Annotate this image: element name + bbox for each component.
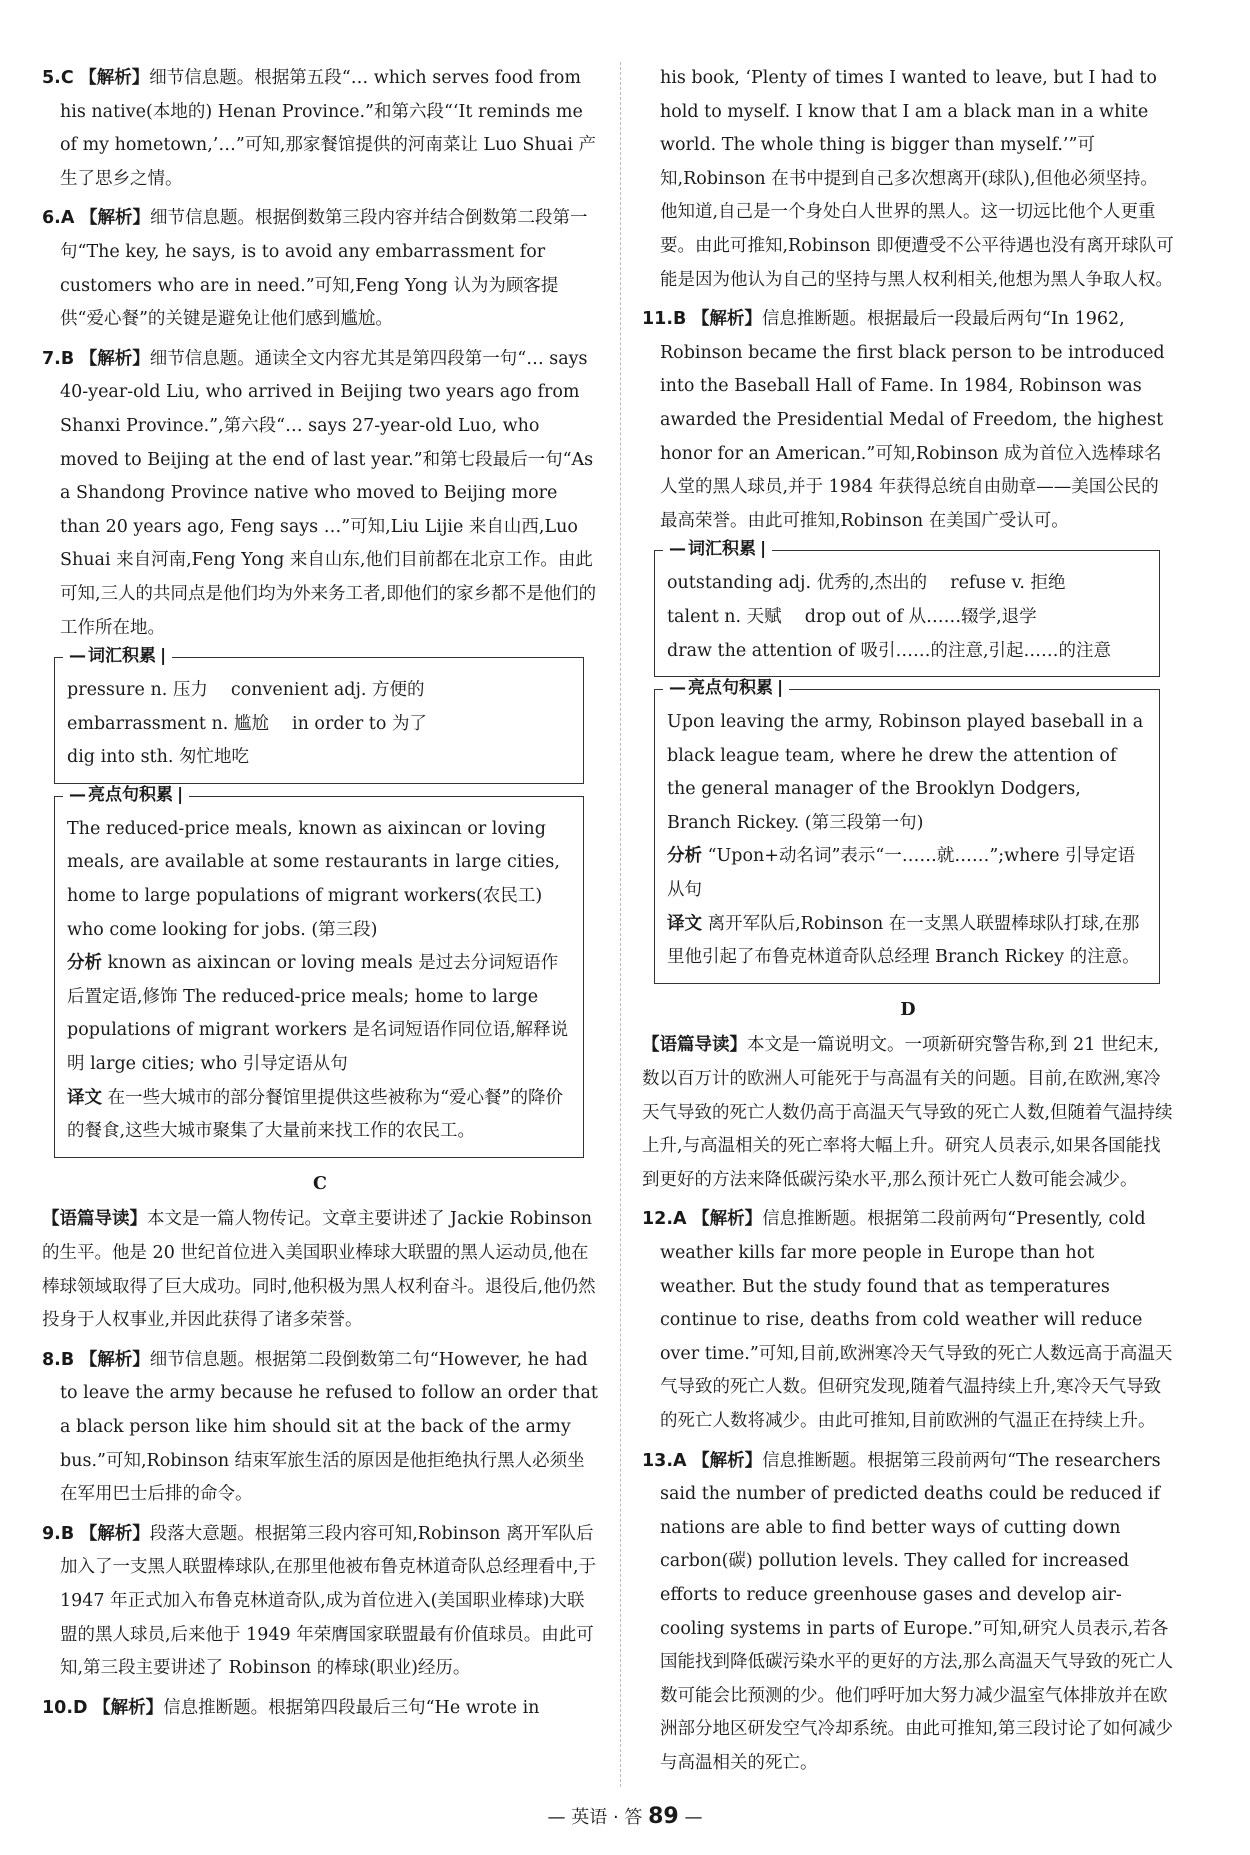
vocab-line: talent n. 天赋 drop out of 从……辍学,退学 bbox=[667, 606, 1037, 627]
vocab-line: dig into sth. 匆忙地吃 bbox=[67, 747, 249, 768]
vocab-box bbox=[54, 646, 584, 784]
answer-text: 细节信息题。通读全文内容尤其是第四段第一句“… says 40-year-old Liu, who arrived in Beijing two years ago from Shanxi Province.”,第六段“… says 27-year-old Luo, who moved to Beijing at the end of last year.”和第七段最后一句“As a Shandong Province native who moved to Beijing more than 20 years ago, Feng says …”可知,Liu Lijie 来自山西,Luo Shuai 来自河南,Feng Yong 来自山东,他们目前都在北京工作。由此可知,三人的共同点是他们均为外来务工者,即他们的家乡都不是他们的工作所在地。 bbox=[60, 348, 597, 638]
answer-11 bbox=[642, 303, 1174, 538]
answer-13 bbox=[642, 1445, 1174, 1781]
intro-tag: 【语篇导读】 bbox=[642, 1035, 747, 1056]
sentence-box bbox=[654, 678, 1160, 984]
analysis-label: 分析 bbox=[667, 846, 702, 867]
highlight-sentence: Upon leaving the army, Robinson played baseball in a black league team, where he drew the attention of the general manager of the Brooklyn Dodgers, Branch Rickey. (第三段第一句) bbox=[667, 712, 1144, 833]
answer-text: 段落大意题。根据第三段内容可知,Robinson 离开军队后加入了一支黑人联盟棒球队,在那里他被布鲁克林道奇队总经理看中,于 1947 年正式加入布鲁克林道奇队,成为首位进入(美国职业棒球)大联盟的黑人球员,后来他于 1949 年荣膺国家联盟最有价值球员。由此可知,第三段主要讲述了 Robinson 的棒球(职业)经历。 bbox=[60, 1523, 597, 1679]
highlight-sentence: The reduced-price meals, known as aixincan or loving meals, are available at some restaurants in large cities, home to large populations of migrant workers(农民工) who come looking for jobs. (第三段) bbox=[67, 818, 560, 940]
footer-subject: — 英语 · 答 bbox=[547, 1807, 643, 1828]
answer-text: 细节信息题。根据倒数第三段内容并结合倒数第二段第一句“The key, he says, is to avoid any embarrassment for customers who are in need.”可知,Feng Yong 认为为顾客提供“爱心餐”的关键是避免让他们感到尴尬。 bbox=[60, 208, 588, 330]
vocab-line: outstanding adj. 优秀的,杰出的 refuse v. 拒绝 bbox=[667, 573, 1066, 594]
translation-label: 译文 bbox=[67, 1087, 102, 1108]
answer-5 bbox=[42, 62, 598, 196]
analysis-label: 分析 bbox=[67, 953, 102, 974]
answer-tag: 【解析】 bbox=[691, 309, 762, 330]
answer-tag: 【解析】 bbox=[79, 348, 150, 369]
vocab-box bbox=[654, 539, 1160, 677]
translation-text: 在一些大城市的部分餐馆里提供这些被称为“爱心餐”的降价的餐食,这些大城市聚集了大量前来找工作的农民工。 bbox=[67, 1087, 563, 1142]
answer-tag: 【解析】 bbox=[79, 1523, 150, 1544]
analysis-text: “Upon+动名词”表示“一……就……”;where 引导定语从句 bbox=[667, 846, 1136, 901]
answer-number: 13.A bbox=[642, 1450, 687, 1471]
answer-7 bbox=[42, 343, 598, 645]
section-heading-d: D bbox=[900, 999, 916, 1020]
answer-tag: 【解析】 bbox=[79, 1349, 150, 1370]
translation bbox=[667, 908, 1147, 975]
translation bbox=[67, 1082, 571, 1149]
vocab-line: draw the attention of 吸引……的注意,引起……的注意 bbox=[667, 640, 1112, 661]
answer-text: 信息推断题。根据第二段前两句“Presently, cold weather kills far more people in Europe than hot weather. But the study found that as temperatures continue to rise, deaths from cold weather will reduce over time.”可知,目前,欧洲寒冷天气导致的死亡人数远高于高温天气导致的死亡人数。但研究发现,随着气温持续上升,寒冷天气导致的死亡人数将减少。由此可推知,目前欧洲的气温正在持续上升。 bbox=[660, 1209, 1173, 1431]
vocab-box-title: — 词汇积累 | bbox=[63, 646, 172, 666]
right-column bbox=[642, 62, 1174, 1787]
answer-number: 9.B bbox=[42, 1523, 75, 1544]
section-heading-c: C bbox=[313, 1173, 327, 1194]
analysis bbox=[67, 947, 571, 1081]
analysis-text: known as aixincan or loving meals 是过去分词短语作后置定语,修饰 The reduced-price meals; home to large populations of migrant workers 是名词短语作同位语,解释说明 large cities; who 引导定语从句 bbox=[67, 953, 569, 1075]
answer-number: 8.B bbox=[42, 1349, 75, 1370]
answer-tag: 【解析】 bbox=[692, 1209, 763, 1230]
answer-tag: 【解析】 bbox=[79, 208, 150, 229]
answer-number: 12.A bbox=[642, 1209, 687, 1230]
vocab-line: pressure n. 压力 convenient adj. 方便的 bbox=[67, 680, 425, 701]
answer-text: 细节信息题。根据第二段倒数第二句“However, he had to leave the army because he refused to follow an order that a black person like him should sit at the back of the army bus.”可知,Robinson 结束军旅生活的原因是他拒绝执行黑人必须坐在军用巴士后排的命令。 bbox=[60, 1349, 598, 1505]
intro-text: 本文是一篇说明文。一项新研究警告称,到 21 世纪末,数以百万计的欧洲人可能死于与高温有关的问题。目前,在欧洲,寒冷天气导致的死亡人数仍高于高温天气导致的死亡人数,但随着气温持续上升,与高温相关的死亡率将大幅上升。研究人员表示,如果各国能找到更好的方法来降低碳污染水平,那么预计死亡人数可能会减少。 bbox=[642, 1035, 1173, 1190]
answer-10 bbox=[42, 1692, 598, 1726]
answer-number: 6.A bbox=[42, 208, 75, 229]
answer-text: 细节信息题。根据第五段“… which serves food from his native(本地的) Henan Province.”和第六段“‘It reminds me of my hometown,’…”可知,那家餐馆提供的河南菜让 Luo Shuai 产生了思乡之情。 bbox=[60, 68, 597, 189]
answer-number: 11.B bbox=[642, 309, 687, 330]
answer-tag: 【解析】 bbox=[79, 68, 150, 88]
sentence-box bbox=[54, 784, 584, 1158]
answer-text: his book, ‘Plenty of times I wanted to leave, but I had to hold to myself. I know that I am a black man in a white world. The whole thing is bigger than myself.’”可知,Robinson 在书中提到自己多次想离开(球队),但他必须坚持。他知道,自己是一个身处白人世界的黑人。这一切远比他个人更重要。由此可推知,Robinson 即便遭受不公平待遇也没有离开球队可能是因为他认为自己的坚持与黑人权利相关,他想为黑人争取人权。 bbox=[660, 68, 1174, 290]
translation-label: 译文 bbox=[667, 913, 702, 934]
intro-d bbox=[642, 1029, 1174, 1197]
intro-tag: 【语篇导读】 bbox=[42, 1209, 147, 1230]
analysis bbox=[667, 840, 1147, 907]
answer-8 bbox=[42, 1344, 598, 1512]
answer-6 bbox=[42, 202, 598, 336]
answer-tag: 【解析】 bbox=[692, 1450, 763, 1471]
answer-text: 信息推断题。根据第四段最后三句“He wrote in bbox=[163, 1697, 540, 1718]
left-column bbox=[42, 62, 598, 1731]
intro-c bbox=[42, 1203, 598, 1337]
footer-dash: — bbox=[684, 1807, 703, 1828]
answer-number: 7.B bbox=[42, 348, 75, 369]
page-number: 89 bbox=[648, 1804, 679, 1829]
translation-text: 离开军队后,Robinson 在一支黑人联盟棒球队打球,在那里他引起了布鲁克林道奇队总经理 Branch Rickey 的注意。 bbox=[667, 913, 1140, 968]
sentence-box-title: — 亮点句积累 | bbox=[63, 785, 189, 805]
vocab-line: embarrassment n. 尴尬 in order to 为了 bbox=[67, 713, 427, 734]
intro-text: 本文是一篇人物传记。文章主要讲述了 Jackie Robinson 的生平。他是 20 世纪首位进入美国职业棒球大联盟的黑人运动员,他在棒球领域取得了巨大成功。同时,他积极为黑人权利奋斗。退役后,他仍然投身于人权事业,并因此获得了诸多荣誉。 bbox=[42, 1209, 596, 1331]
column-divider bbox=[620, 62, 621, 1787]
answer-text: 信息推断题。根据第三段前两句“The researchers said the number of predicted deaths could be reduced if nations are able to find better ways of cutting down carbon(碳) pollution levels. They called for increased efforts to reduce greenhouse gases and develop air-cooling systems in parts of Europe.”可知,研究人员表示,若各国能找到降低碳污染水平的更好的方法,那么高温天气导致的死亡人数可能会比预测的少。他们呼吁加大努力减少温室气体排放并在欧洲部分地区研发空气冷却系统。由此可推知,第三段讨论了如何减少与高温相关的死亡。 bbox=[660, 1450, 1174, 1773]
page-footer bbox=[0, 1800, 1250, 1835]
answer-12 bbox=[642, 1203, 1174, 1438]
answer-number: 10.D bbox=[42, 1697, 88, 1718]
sentence-box-title: — 亮点句积累 | bbox=[663, 678, 789, 698]
answer-tag: 【解析】 bbox=[93, 1697, 164, 1718]
vocab-box-title: — 词汇积累 | bbox=[663, 539, 772, 559]
answer-9 bbox=[42, 1518, 598, 1686]
answer-number: 5.C bbox=[42, 68, 74, 88]
answer-10-continued bbox=[642, 62, 1174, 297]
answer-text: 信息推断题。根据最后一段最后两句“In 1962, Robinson became the first black person to be introduced into the Baseball Hall of Fame. In 1984, Robinson was awarded the Presidential Medal of Freedom, the highest honor for an American.”可知,Robinson 成为首位入选棒球名人堂的黑人球员,并于 1984 年获得总统自由勋章——美国公民的最高荣誉。由此可推知,Robinson 在美国广受认可。 bbox=[660, 309, 1165, 531]
